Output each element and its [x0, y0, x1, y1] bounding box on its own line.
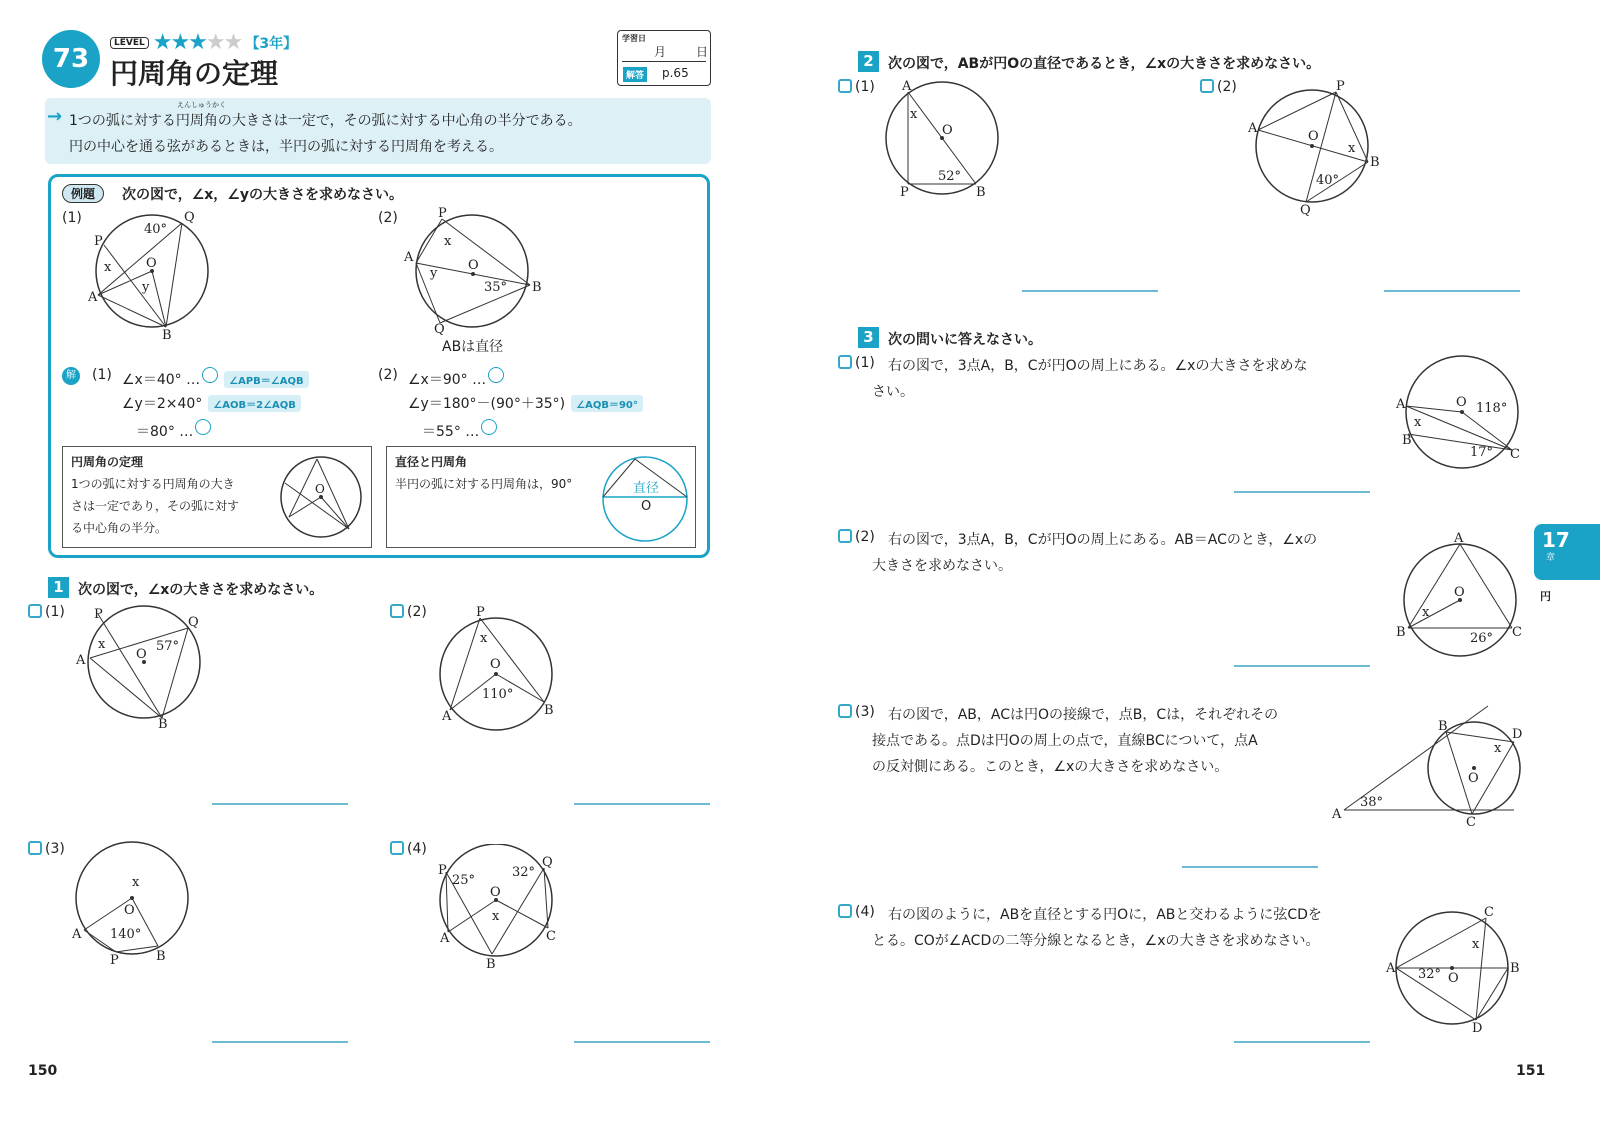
svg-text:x: x — [1414, 415, 1422, 430]
svg-text:O: O — [490, 657, 501, 672]
grade-label: 【3年】 — [245, 35, 298, 52]
day-label: 日 — [696, 45, 709, 59]
q1-2-answer-line[interactable] — [574, 803, 710, 805]
sol2-label: (2) — [378, 367, 398, 383]
q3-item-2-label: (2) — [855, 529, 875, 545]
svg-text:Q: Q — [434, 322, 445, 335]
theorem-box — [62, 446, 372, 548]
q2-item-1-label: (1) — [855, 79, 875, 95]
q3-item-1[interactable] — [838, 355, 875, 371]
answer-mark-icon — [195, 419, 211, 435]
svg-text:C: C — [546, 929, 556, 944]
svg-text:B: B — [976, 185, 986, 200]
svg-text:O: O — [315, 482, 325, 496]
sol1-chip2: ∠AOB＝2∠AQB — [208, 395, 301, 412]
svg-text:x: x — [1472, 937, 1480, 952]
svg-text:A: A — [902, 80, 912, 94]
sol1-line2 — [122, 393, 301, 413]
sol2-chip: ∠AQB＝90° — [571, 395, 643, 412]
q3-1-answer-line[interactable] — [1234, 491, 1370, 493]
q1-figure-1 — [74, 602, 214, 732]
q3-item-3[interactable] — [838, 704, 875, 720]
q1-item-2[interactable] — [390, 604, 427, 620]
svg-text:B: B — [486, 957, 496, 972]
svg-text:x: x — [1422, 605, 1430, 620]
checkbox[interactable] — [390, 604, 404, 618]
q3-number: 3 — [858, 327, 879, 348]
svg-text:32°: 32° — [512, 865, 536, 880]
q3-figure-3 — [1326, 702, 1526, 828]
svg-text:A: A — [404, 250, 414, 265]
sol1-label: (1) — [92, 367, 112, 383]
answer-mark-icon — [202, 367, 218, 383]
sol2-dots: … — [472, 372, 487, 388]
svg-text:A: A — [1386, 961, 1396, 976]
svg-text:57°: 57° — [156, 639, 180, 654]
q1-3-answer-line[interactable] — [212, 1041, 348, 1043]
svg-text:Q: Q — [1300, 203, 1311, 218]
sol1-x: ∠x＝40° — [122, 372, 182, 388]
q3-figure-2 — [1394, 530, 1534, 664]
q3-prompt: 次の問いに答えなさい。 — [888, 332, 1042, 348]
solution-tag: 解 — [62, 367, 80, 385]
sol1-y-value: ＝80° — [136, 424, 175, 440]
svg-text:O: O — [468, 258, 479, 273]
q1-4-answer-line[interactable] — [574, 1041, 710, 1043]
summary-line-2: 円の中心を通る弦があるときは，半円の弧に対する円周角を考える。 — [69, 139, 503, 155]
svg-text:P: P — [438, 206, 447, 221]
q1-item-3-label: (3) — [45, 841, 65, 857]
checkbox[interactable] — [390, 841, 404, 855]
theorem-figure — [277, 453, 367, 543]
q3-item-2[interactable] — [838, 529, 875, 545]
svg-text:C: C — [1466, 815, 1476, 828]
svg-text:y: y — [430, 266, 438, 281]
svg-text:B: B — [1396, 625, 1406, 640]
svg-text:P: P — [1336, 80, 1345, 94]
svg-text:A: A — [442, 709, 452, 724]
q1-item-2-label: (2) — [407, 604, 427, 620]
svg-text:A: A — [76, 653, 86, 668]
svg-text:40°: 40° — [1316, 173, 1340, 188]
q3-4-text-2: とる。COが∠ACDの二等分線となるとき，∠xの大きさを求めなさい。 — [872, 933, 1320, 949]
page-title: 円周角の定理 — [110, 57, 279, 90]
svg-text:B: B — [156, 949, 166, 964]
svg-text:A: A — [1248, 121, 1258, 136]
q1-1-answer-line[interactable] — [212, 803, 348, 805]
svg-text:D: D — [1512, 727, 1523, 742]
svg-text:O: O — [136, 647, 147, 662]
q3-4-text-1: 右の図のように，ABを直径とする円Oに，ABと交わるように弦CDを — [888, 907, 1322, 923]
q2-2-answer-line[interactable] — [1384, 290, 1520, 292]
svg-text:P: P — [476, 605, 485, 620]
answer-mark-icon — [481, 419, 497, 435]
svg-text:O: O — [1448, 971, 1459, 986]
svg-text:118°: 118° — [1476, 401, 1508, 416]
svg-text:A: A — [1332, 807, 1342, 822]
page-number-right: 151 — [1516, 1063, 1546, 1079]
example-figure-2 — [400, 205, 550, 335]
svg-text:x: x — [480, 631, 488, 646]
checkbox[interactable] — [838, 79, 852, 93]
sol1-line1 — [122, 367, 309, 389]
svg-text:A: A — [88, 290, 98, 305]
svg-text:B: B — [1510, 961, 1520, 976]
sol2-line1 — [408, 367, 504, 389]
sol1-line3 — [136, 419, 211, 441]
example-fig1-label: (1) — [62, 210, 82, 226]
svg-text:O: O — [1454, 585, 1465, 600]
svg-text:17°: 17° — [1470, 445, 1494, 460]
svg-text:O: O — [146, 256, 157, 271]
checkbox[interactable] — [838, 704, 852, 718]
sol1-chip1: ∠APB＝∠AQB — [224, 371, 308, 388]
chapter-topic: 円 — [1540, 590, 1551, 603]
summary-ruby: えんしゅうかく — [177, 101, 226, 109]
example-prompt: 次の図で，∠x，∠yの大きさを求めなさい。 — [122, 187, 403, 203]
theorem-line-1: 1つの弧に対する円周角の大き — [71, 477, 235, 491]
unit-badge: 73 — [42, 30, 100, 88]
svg-text:B: B — [1438, 719, 1448, 734]
sol2-y-value: ＝55° — [422, 424, 461, 440]
q2-prompt: 次の図で，ABが円Oの直径であるとき，∠xの大きさを求めなさい。 — [888, 56, 1321, 72]
sol2-line2 — [408, 393, 643, 413]
checkbox[interactable] — [28, 604, 42, 618]
theorem-line-3: る中心角の半分。 — [71, 521, 168, 535]
svg-text:B: B — [1402, 433, 1412, 448]
svg-text:B: B — [544, 703, 554, 718]
example-tag: 例題 — [62, 184, 104, 203]
q3-figure-4 — [1384, 904, 1524, 1034]
q1-prompt: 次の図で，∠xの大きさを求めなさい。 — [78, 582, 324, 598]
svg-text:O: O — [490, 885, 501, 900]
svg-text:B: B — [162, 328, 172, 340]
svg-text:x: x — [910, 107, 918, 122]
svg-text:A: A — [440, 931, 450, 946]
q3-4-answer-line[interactable] — [1234, 1041, 1370, 1043]
svg-text:A: A — [1454, 531, 1464, 546]
svg-text:52°: 52° — [938, 169, 962, 184]
sol2-line3 — [422, 419, 497, 441]
date-label: 学習日 — [622, 34, 646, 43]
theorem-line-2: さは一定であり，その弧に対す — [71, 499, 240, 513]
diameter-text: 半円の弧に対する円周角は，90° — [395, 477, 573, 491]
svg-text:26°: 26° — [1470, 631, 1494, 646]
q2-item-1[interactable] — [838, 79, 875, 95]
svg-text:P: P — [94, 607, 103, 622]
q1-number: 1 — [48, 577, 69, 598]
svg-text:B: B — [158, 717, 168, 732]
q2-item-2-label: (2) — [1217, 79, 1237, 95]
svg-text:y: y — [142, 280, 150, 295]
svg-text:38°: 38° — [1360, 795, 1384, 810]
q2-number: 2 — [858, 51, 879, 72]
svg-text:D: D — [1472, 1021, 1483, 1034]
svg-text:P: P — [110, 953, 119, 968]
svg-text:O: O — [942, 123, 953, 138]
answer-ref-tag: 解答 — [623, 67, 647, 82]
page-number-left: 150 — [28, 1063, 58, 1079]
q3-3-answer-line[interactable] — [1182, 866, 1318, 868]
checkbox[interactable] — [838, 904, 852, 918]
svg-text:25°: 25° — [452, 873, 476, 888]
level-label: LEVEL — [110, 37, 149, 49]
svg-text:O: O — [124, 903, 135, 918]
svg-text:B: B — [1370, 155, 1380, 170]
svg-text:x: x — [444, 234, 452, 249]
q2-figure-2 — [1244, 80, 1384, 220]
q1-figure-4 — [432, 844, 572, 972]
svg-text:140°: 140° — [110, 927, 142, 942]
example-fig2-caption: ABは直径 — [442, 339, 504, 355]
summary-line-1: 1つの弧に対する円周角の大きさは一定で，その弧に対する中心角の半分である。 — [69, 113, 582, 129]
q3-figure-1 — [1394, 350, 1534, 478]
q1-item-3[interactable] — [28, 841, 65, 857]
q1-figure-3 — [70, 838, 210, 968]
summary-box — [45, 98, 711, 164]
svg-text:x: x — [98, 637, 106, 652]
chapter-side-tab[interactable] — [1534, 524, 1600, 580]
sol2-dots2: … — [465, 424, 480, 440]
svg-text:C: C — [1510, 447, 1520, 462]
svg-text:B: B — [532, 280, 542, 295]
arrow-right-icon: → — [47, 106, 63, 127]
svg-text:O: O — [1308, 129, 1319, 144]
q3-1-text-2: さい。 — [872, 384, 914, 400]
svg-text:40°: 40° — [144, 222, 168, 237]
chapter-kind: 章 — [1546, 553, 1556, 563]
q2-item-2[interactable] — [1200, 79, 1237, 95]
svg-text:x: x — [1494, 741, 1502, 756]
sol1-y: ∠y＝2×40° — [122, 396, 203, 412]
checkbox[interactable] — [1200, 79, 1214, 93]
q3-3-text-3: の反対側にある。このとき，∠xの大きさを求めなさい。 — [872, 759, 1229, 775]
q1-item-4-label: (4) — [407, 841, 427, 857]
checkbox[interactable] — [838, 529, 852, 543]
q1-figure-2 — [436, 604, 576, 734]
example-fig2-label: (2) — [378, 210, 398, 226]
diameter-title: 直径と円周角 — [395, 455, 468, 469]
answer-ref-page: p.65 — [662, 66, 689, 80]
diameter-label: 直径 — [633, 481, 660, 496]
q2-1-answer-line[interactable] — [1022, 290, 1158, 292]
svg-text:A: A — [1396, 397, 1406, 412]
q1-item-1[interactable] — [28, 604, 65, 620]
svg-text:35°: 35° — [484, 280, 508, 295]
svg-text:C: C — [1512, 625, 1522, 640]
q1-item-4[interactable] — [390, 841, 427, 857]
svg-text:P: P — [438, 863, 447, 878]
svg-text:C: C — [1484, 905, 1494, 920]
q3-2-text-2: 大きさを求めなさい。 — [872, 558, 1012, 574]
answer-mark-icon — [488, 367, 504, 383]
svg-text:Q: Q — [188, 615, 199, 630]
q3-item-3-label: (3) — [855, 704, 875, 720]
svg-text:x: x — [492, 909, 500, 924]
q1-item-1-label: (1) — [45, 604, 65, 620]
sol2-y: ∠y＝180°－(90°＋35°) — [408, 396, 566, 412]
svg-text:A: A — [72, 927, 82, 942]
svg-text:Q: Q — [542, 855, 553, 870]
diameter-box — [386, 446, 696, 548]
study-date-box — [617, 30, 711, 86]
svg-text:110°: 110° — [482, 687, 514, 702]
svg-text:x: x — [104, 260, 112, 275]
theorem-title: 円周角の定理 — [71, 455, 144, 469]
svg-text:O: O — [1468, 771, 1479, 786]
q3-item-4[interactable] — [838, 904, 875, 920]
chapter-number: 17 — [1542, 528, 1570, 552]
checkbox[interactable] — [838, 355, 852, 369]
svg-text:Q: Q — [184, 210, 195, 225]
svg-text:P: P — [94, 234, 103, 249]
q3-2-text-1: 右の図で，3点A，B，Cが円Oの周上にある。AB＝ACのとき，∠xの — [888, 532, 1318, 548]
q2-figure-1 — [880, 80, 1010, 202]
q3-3-text-1: 右の図で，AB，ACは円Oの接線で，点B，Cは，それぞれその — [888, 707, 1279, 723]
svg-text:P: P — [900, 185, 909, 200]
q3-2-answer-line[interactable] — [1234, 665, 1370, 667]
svg-text:32°: 32° — [1418, 967, 1442, 982]
sol1-dots2: … — [179, 424, 194, 440]
level-stars: ★★★★★ — [152, 30, 242, 55]
svg-text:x: x — [1348, 141, 1356, 156]
month-label: 月 — [654, 45, 667, 59]
example-figure-1 — [80, 205, 230, 340]
q3-1-text-1: 右の図で，3点A，B，Cが円Oの周上にある。∠xの大きさを求めな — [888, 358, 1308, 374]
q3-item-1-label: (1) — [855, 355, 875, 371]
q3-3-text-2: 接点である。点Dは円Oの周上の点で，直線BCについて，点A — [872, 733, 1258, 749]
diameter-center-label: O — [641, 499, 652, 514]
sol2-x: ∠x＝90° — [408, 372, 468, 388]
svg-text:O: O — [1456, 395, 1467, 410]
sol1-dots: … — [186, 372, 201, 388]
svg-text:x: x — [132, 875, 140, 890]
checkbox[interactable] — [28, 841, 42, 855]
q3-item-4-label: (4) — [855, 904, 875, 920]
